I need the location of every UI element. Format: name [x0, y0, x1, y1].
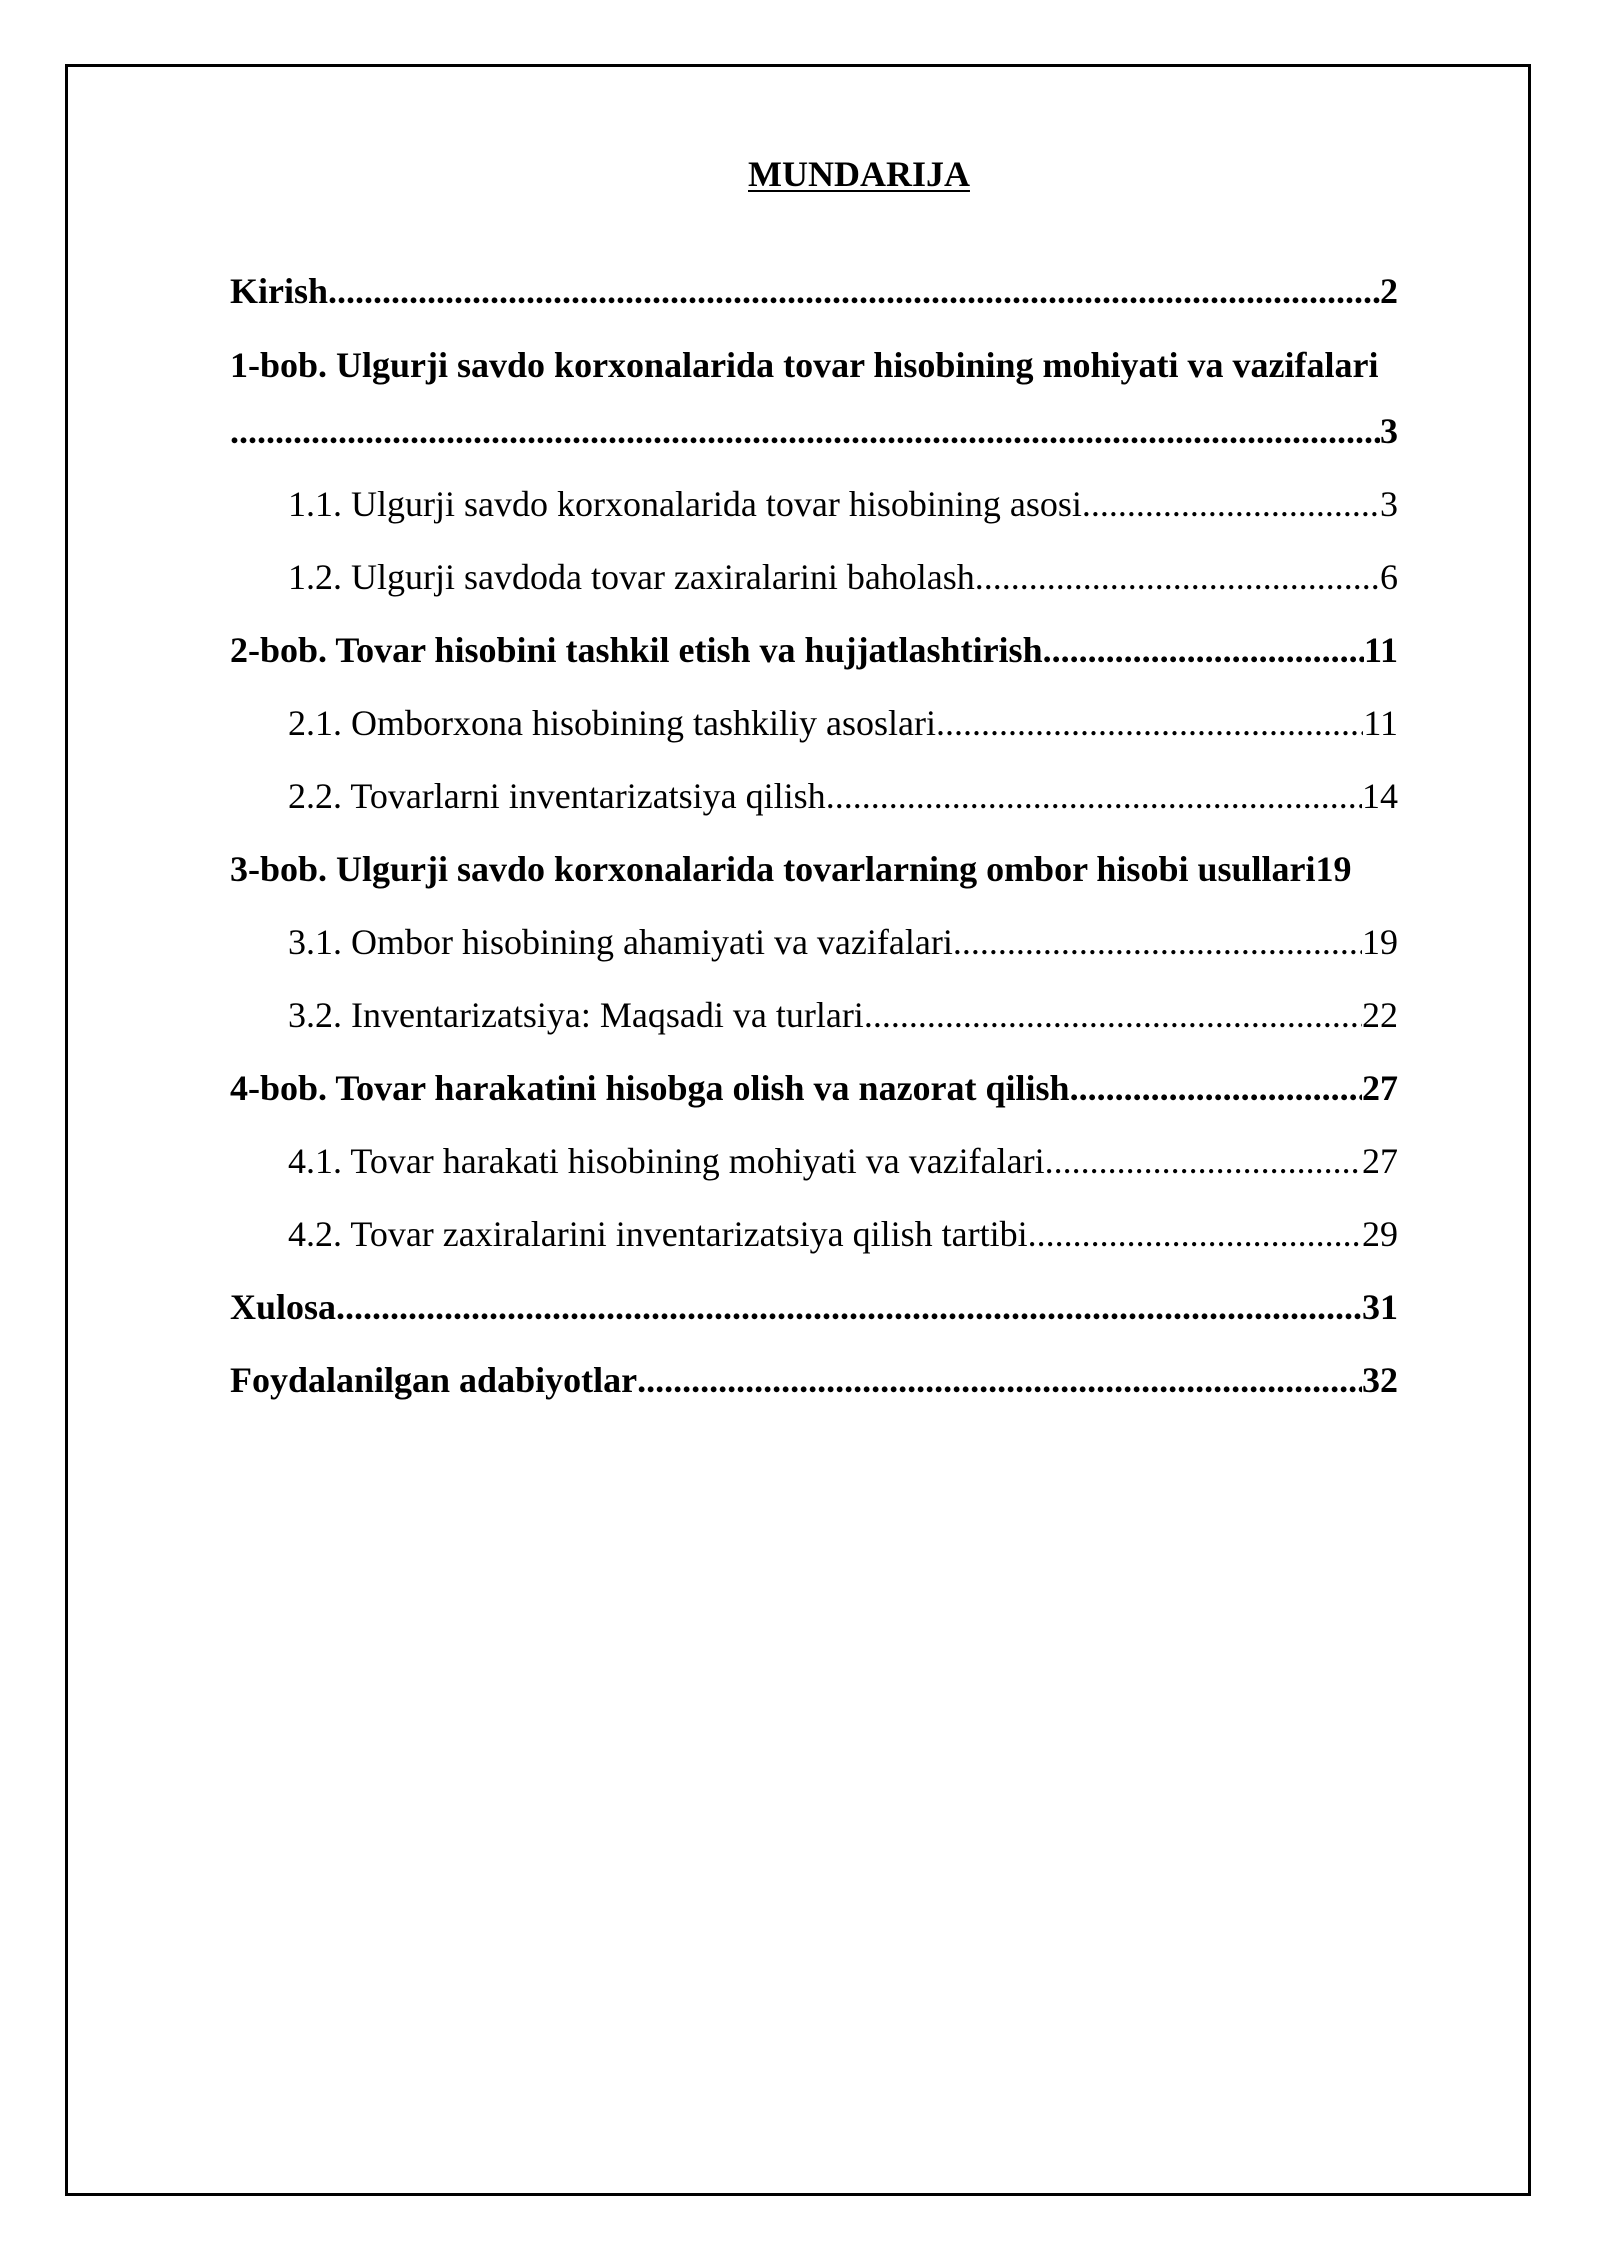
- toc-entry-page: 32: [1362, 1360, 1398, 1400]
- dot-leader: [975, 555, 1380, 599]
- toc-entry-label: 1.2. Ulgurji savdoda tovar zaxiralarini baholash: [288, 557, 975, 597]
- toc-entry-label: 2.1. Omborxona hisobining tashkiliy asoslari: [288, 703, 936, 743]
- dot-leader: [953, 920, 1362, 964]
- dot-leader: [230, 409, 1380, 453]
- toc-entry-page: 31: [1362, 1287, 1398, 1327]
- toc-entry-4-1[interactable]: [288, 1139, 1398, 1183]
- dot-leader: [1070, 1066, 1362, 1110]
- toc-entry-3-1[interactable]: [288, 920, 1398, 964]
- toc-entry-page: 19: [1362, 922, 1398, 962]
- dot-leader: [637, 1358, 1362, 1402]
- toc-entry-label: 2-bob. Tovar hisobini tashkil etish va hujjatlashtirish: [230, 630, 1043, 670]
- toc-entry-page: 2: [1380, 271, 1398, 311]
- dot-leader: [826, 774, 1362, 818]
- toc-entry-label: Xulosa: [230, 1287, 337, 1327]
- toc-entry-2-2[interactable]: [288, 774, 1398, 818]
- toc-entry-page: 27: [1362, 1141, 1398, 1181]
- dot-leader: [1043, 628, 1364, 672]
- toc-entry-2-1[interactable]: [288, 701, 1398, 745]
- toc-entry-page: 3: [1380, 484, 1398, 524]
- toc-entry-1-1[interactable]: [288, 482, 1398, 526]
- toc-entry-page: 11: [1363, 630, 1398, 670]
- toc-entry-page: 14: [1362, 776, 1398, 816]
- toc-entry-label: 4-bob. Tovar harakatini hisobga olish va nazorat qilish: [230, 1068, 1070, 1108]
- toc-entry-kirish[interactable]: [230, 269, 1398, 313]
- toc-entry-page: 11: [1363, 703, 1398, 743]
- dot-leader: [328, 269, 1380, 313]
- dot-leader: [1028, 1212, 1362, 1256]
- toc-entry-label: 3.1. Ombor hisobining ahamiyati va vazifalari: [288, 922, 953, 962]
- toc-entry-chapter-2[interactable]: [230, 628, 1398, 672]
- toc-entry-label: Kirish: [230, 271, 329, 311]
- dot-leader: [864, 993, 1362, 1037]
- toc-entry-label: 4.1. Tovar harakati hisobining mohiyati va vazifalari: [288, 1141, 1045, 1181]
- toc-entry-xulosa[interactable]: [230, 1285, 1398, 1329]
- toc-entry-chapter-4[interactable]: [230, 1066, 1398, 1110]
- toc-entry-label: 4.2. Tovar zaxiralarini inventarizatsiya qilish tartibi: [288, 1214, 1028, 1254]
- toc-entry-label: 1.1. Ulgurji savdo korxonalarida tovar hisobining asosi: [288, 484, 1082, 524]
- toc-title: MUNDARIJA: [748, 154, 970, 194]
- dot-leader: [336, 1285, 1362, 1329]
- toc-entry-label: Foydalanilgan adabiyotlar: [230, 1360, 638, 1400]
- toc-entry-label: 2.2. Tovarlarni inventarizatsiya qilish: [288, 776, 826, 816]
- toc-entry-chapter-1[interactable]: [230, 409, 1398, 453]
- toc-entry-label: 3-bob. Ulgurji savdo korxonalarida tovarlarning ombor hisobi usullari: [230, 849, 1316, 889]
- toc-entry-page: 22: [1362, 995, 1398, 1035]
- toc-entry-chapter-3[interactable]: [230, 847, 1352, 891]
- toc-entry-label: 3.2. Inventarizatsiya: Maqsadi va turlari: [288, 995, 864, 1035]
- dot-leader: [936, 701, 1363, 745]
- toc-entry-1-2[interactable]: [288, 555, 1398, 599]
- toc-entry-chapter-1-label[interactable]: 1-bob. Ulgurji savdo korxonalarida tovar hisobining mohiyati va vazifalari: [230, 345, 1379, 385]
- toc-entry-page: 6: [1380, 557, 1398, 597]
- toc-entry-4-2[interactable]: [288, 1212, 1398, 1256]
- toc-entry-page: 29: [1362, 1214, 1398, 1254]
- toc-entry-page: 19: [1315, 849, 1352, 889]
- dot-leader: [1082, 482, 1380, 526]
- toc-entry-page: 27: [1362, 1068, 1398, 1108]
- toc-entry-page: 3: [1380, 411, 1398, 451]
- dot-leader: [1045, 1139, 1362, 1183]
- toc-entry-3-2[interactable]: [288, 993, 1398, 1037]
- toc-entry-references[interactable]: [230, 1358, 1398, 1402]
